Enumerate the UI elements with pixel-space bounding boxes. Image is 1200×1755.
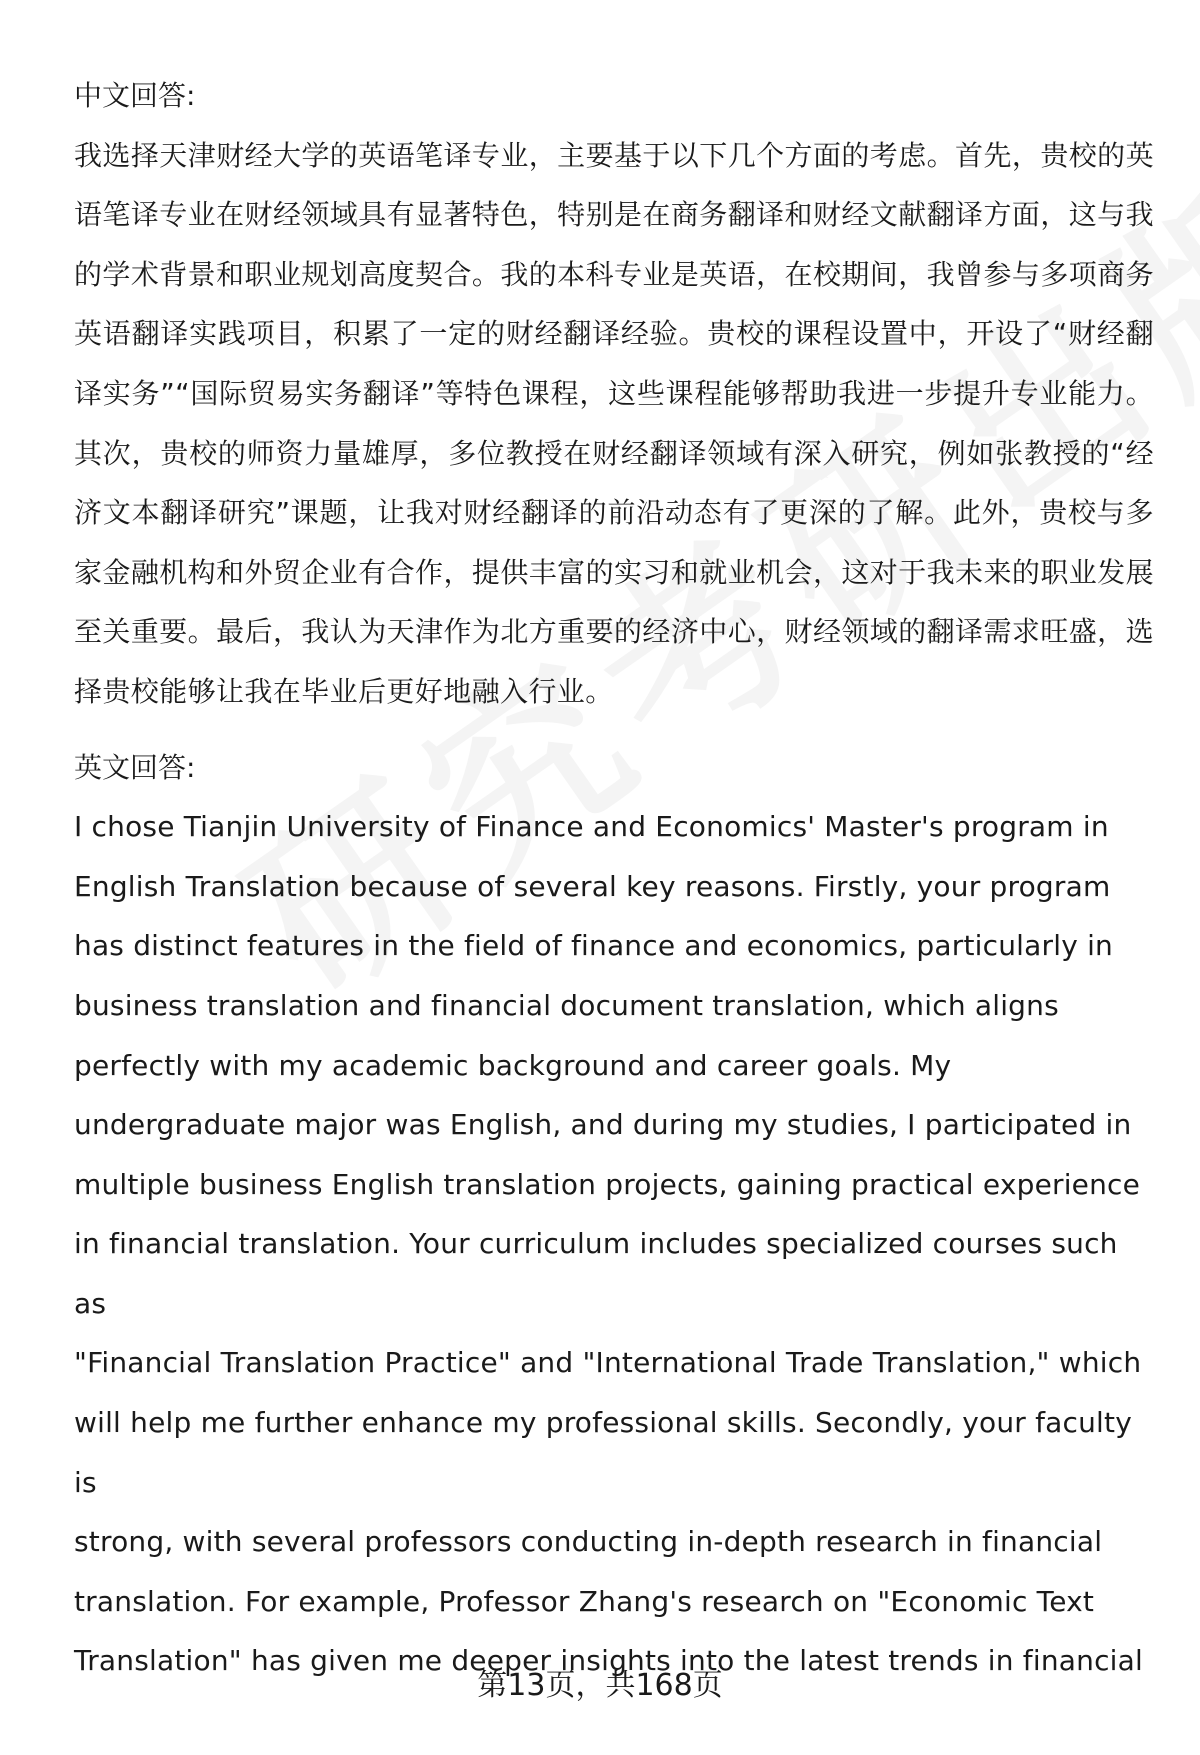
english-answer-text — [74, 797, 1154, 1691]
english-line: strong, with several professors conducting in-depth research in financial — [74, 1525, 1103, 1559]
english-line: will help me further enhance my professional skills. Secondly, your faculty is — [74, 1406, 1132, 1499]
english-line: multiple business English translation projects, gaining practical experience — [74, 1167, 1141, 1201]
english-line: in financial translation. Your curriculum includes specialized courses such as — [74, 1227, 1118, 1320]
page-content — [74, 66, 1154, 1691]
english-line: has distinct features in the field of finance and economics, particularly in — [74, 929, 1113, 963]
english-answer-label: 英文回答: — [74, 750, 196, 784]
english-line: English Translation because of several key reasons. Firstly, your program — [74, 869, 1111, 903]
chinese-answer-label: 中文回答: — [74, 79, 196, 112]
chinese-answer-text: 我选择天津财经大学的英语笔译专业，主要基于以下几个方面的考虑。首先，贵校的英语笔译专业在财经领域具有显著特色，特别是在商务翻译和财经文献翻译方面，这与我的学术背景和职业规划高度契合。我的本科专业是英语，在校期间，我曾参与多项商务英语翻译实践项目，积累了一定的财经翻译经验。贵校的课程设置中，开设了“财经翻译实务”“国际贸易实务翻译”等特色课程，这些课程能够帮助我进一步提升专业能力。其次，贵校的师资力量雄厚，多位教授在财经翻译领域有深入研究，例如张教授的“经济文本翻译研究”课题，让我对财经翻译的前沿动态有了更深的了解。此外，贵校与多家金融机构和外贸企业有合作，提供丰富的实习和就业机会，这对于我未来的职业发展至关重要。最后，我认为天津作为北方重要的经济中心，财经领域的翻译需求旺盛，选择贵校能够让我在毕业后更好地融入行业。 — [74, 138, 1154, 708]
english-line: I chose Tianjin University of Finance and Economics' Master's program in — [74, 810, 1109, 844]
english-line: business translation and financial document translation, which aligns — [74, 988, 1059, 1022]
english-line: "Financial Translation Practice" and "International Trade Translation," which — [74, 1346, 1142, 1380]
english-line: Translation" has given me deeper insights into the latest trends in financial — [74, 1644, 1143, 1678]
english-line: undergraduate major was English, and during my studies, I participated in — [74, 1108, 1132, 1142]
english-line: translation. For example, Professor Zhang's research on "Economic Text — [74, 1584, 1095, 1618]
page-number-footer: 第13页，共168页 — [477, 1668, 723, 1703]
english-line: perfectly with my academic background and career goals. My — [74, 1048, 952, 1082]
